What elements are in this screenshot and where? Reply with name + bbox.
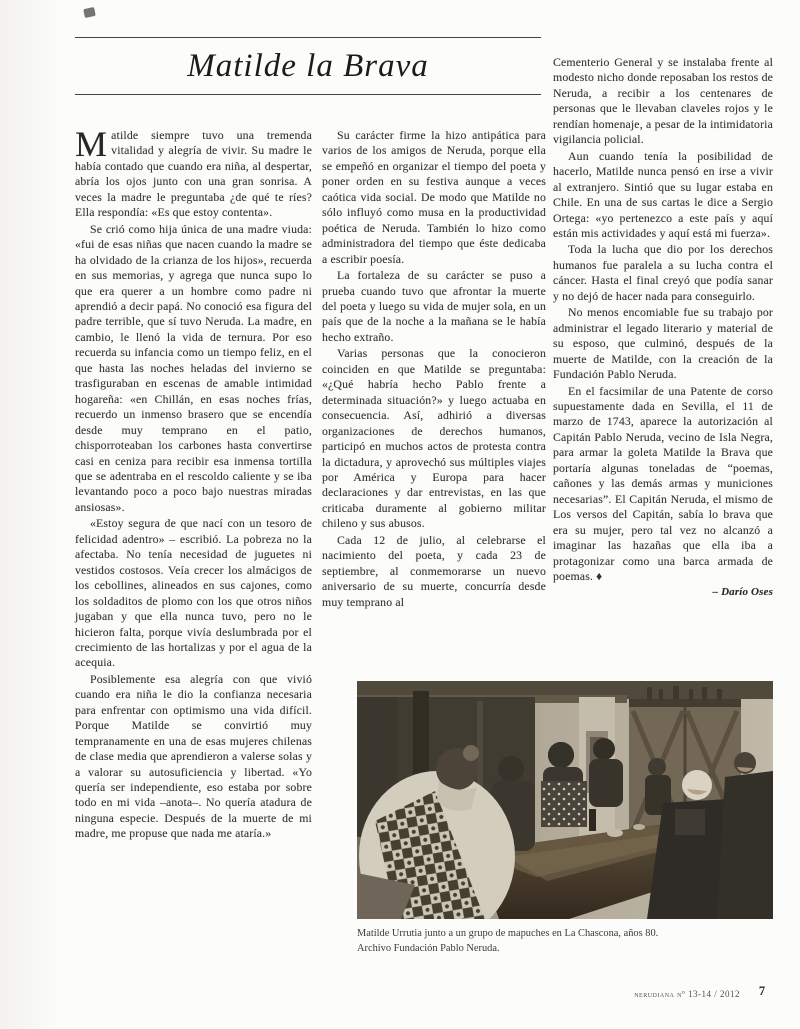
article-paragraph: Su carácter firme la hizo antipática para varios de los amigos de Neruda, porque ella se empeñó en organizar el tiempo del poeta y poner orden en su festiva aunque a veces caótica vida social. De modo que Matilde no sólo influyó como musa en la productividad poética de Neruda. También lo hizo como administradora del tiempo que éste dedicaba a escribir poesía. [322,128,546,266]
photo-caption-line2: Archivo Fundación Pablo Neruda. [357,942,500,954]
paragraph-text: atilde siempre tuvo una tremenda vitalidad y alegría de vivir. Su madre le había contado que cuando era niña, al despertar, abría los ojos junto con una gran sonrisa. A veces la madre le preguntaba ¿de qué te ríes? Ella respondía: «Es que estoy contenta». [75,128,312,220]
photo-figure [357,681,773,919]
title-rule-bottom [75,94,541,95]
article-paragraph: En el facsimilar de una Patente de corso supuestamente dada en Sevilla, el 11 de marzo de 1743, aparece la autorización al Capitán Pablo Neruda, vecino de Isla Negra, para armar la goleta Matilde la Brava que portaría algunas toneladas de “poemas, cañones y las demás armas y municiones necesarias”. El Capitán Neruda, el mismo de Los versos del Capitán, sabía lo brava que era su mujer, pero tal vez no alcanzó a imaginar las hazañas que ella iba a protagonizar como una barca armada de poemas. ♦ [553,383,773,583]
photo-caption-line1: Matilde Urrutia junto a un grupo de mapuches en La Chascona, años 80. [357,928,659,939]
footer-page-number: 7 [758,984,766,998]
footer-journal-label: nerudiana nº 13-14 / 2012 [634,989,740,999]
column-3-paragraphs [553,55,773,584]
article-paragraph: Cada 12 de julio, al celebrarse el nacimiento del poeta, y cada 23 de septiembre, al conmemorarse un nuevo aniversario de su muerte, concurría desde muy temprano al [322,532,546,609]
article-paragraph: La fortaleza de su carácter se puso a prueba cuando tuvo que afrontar la muerte del poeta y luego su vida de mujer sola, en un país que de la noche a la mañana se le había hecho extraño. [322,268,546,344]
article-column-1 [75,124,312,843]
article-paragraph: Aun cuando tenía la posibilidad de hacerlo, Matilde nunca pensó en irse a vivir al extranjero. Sintió que su lugar estaba en Chile. En una de sus cartas le dice a Sergio Ortega: «yo pertenezco a este país y aquí están mis actividades y aquí está mi fuerza». [553,148,773,240]
column-1-paragraphs [75,222,312,842]
author-byline: – Darío Oses [712,586,773,599]
article-paragraph: No menos encomiable fue su trabajo por administrar el legado literario y material de su esposo, que culminó, después de la muerte de Matilde, con la creación de la Fundación Pablo Neruda. [553,305,773,382]
article-paragraph: Se crió como hija única de una madre viuda: «fui de esas niñas que nacen cuando la madre se ha olvidado de la crianza de los hijos», recuerda en sus memorias, y agrega que nunca supo lo que era querer a un hombre como padre ni aprendió a decir papá. No conoció esa figura del padre terrible, que sí tuvo Neruda. La madre, en cambio, le llenó la vida de ternura. Por eso recuerda su infancia como un tiempo feliz, en el que hasta las noches heladas del invierno se trasfiguraban en escenas de amable intimidad hogareña: «en Chillán, en esas noches frías, recuerdo un inmenso brasero que se encendía desde muy temprano en el patio, chisporroteaban los carbones hasta convertirse casi en ceniza para recibir esa inmensa tortilla que se adentraba en el rescoldo caliente y se iba levantando poco a poco bajo nuestras miradas ansiosas». [75,221,312,514]
article-paragraph: Toda la lucha que dio por los derechos humanos fue paralela a su lucha contra el cáncer. Hasta el final creyó que podía sanar y no dejó de hacer nada para conseguirlo. [553,242,773,303]
title-block [75,37,541,95]
drop-cap: M [75,124,108,164]
group-around-table-photo-illustration [357,681,773,919]
article-title: Matilde la Brava [187,48,429,84]
article-paragraph: Cementerio General y se instalaba frente al modesto nicho donde reposaban los restos de Neruda, a recibir a los centenares de personas que le llevaban claveles rojos y le rendían homenaje, a pesar de la intimidatoria vigilancia policial. [553,55,773,147]
article-column-2 [322,128,546,611]
title-rule-top [75,37,541,38]
column-2-paragraphs [322,128,546,610]
article-paragraph: «Estoy segura de que nací con un tesoro de felicidad adentro» – escribió. La pobreza no la afectaba. No tenía necesidad de juguetes ni vestidos costosos. Veía crecer los almácigos de los cebollines, alineados en sus cajones, como los soldaditos de plomo con los que otros niños jugaban y que ella nunca tuvo, pero no le hicieron falta, porque vivía deslumbrada por el crecimiento de las hortalizas y por el agua de la acequia. [75,516,312,670]
article-paragraph [75,124,312,221]
article-paragraph: Varias personas que la conocieron coinciden en que Matilde se preguntaba: «¿Qué habría hecho Pablo frente a determinada situación?» y luego actuaba en consecuencia. Así, adhirió a diversas organizaciones de derechos humanos, participó en muchos actos de protesta contra la dictadura, y aprovechó sus múltiples viajes por América y Europa para hacer declaraciones y dar entrevistas, en las que criticaba duramente al gobierno militar chileno y sus abusos. [322,346,546,531]
scan-ink-speck [83,7,96,18]
photo-caption [357,927,773,956]
article-column-3 [553,55,773,602]
article-paragraph: Posiblemente esa alegría con que vivió cuando era niña le dio la confianza necesaria para enfrentar con optimismo una vida difícil. Porque Matilde se convirtió muy tempranamente en una de esas mujeres chilenas de clase media que aprendieron a valerse solas y a valorar su autosuficiencia y libertad. «Yo quería ser independiente, eso estaba por sobre todo en mi vida –anota–. No quería atadura de ninguna especie. Después de la muerte de mi madre, me propuse que nada me ataría.» [75,671,312,841]
